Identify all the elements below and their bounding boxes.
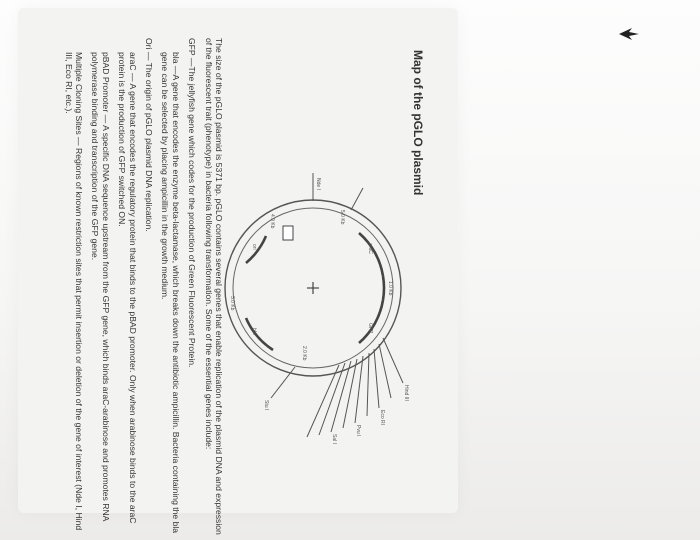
arrow-pointer-icon <box>618 26 640 42</box>
size-mark-5: 5.0 Kb <box>339 210 345 225</box>
gene-label-ori: ori <box>251 244 257 250</box>
map-title: Map of the pGLO plasmid <box>411 50 425 196</box>
rotated-document <box>63 38 439 538</box>
site-label-5: Stu I <box>263 400 269 411</box>
site-label-2: Eco RI <box>379 410 385 426</box>
size-mark-4: 4.0 Kb <box>269 214 275 229</box>
gene-label-bla: bla <box>251 328 257 335</box>
size-mark-3: 3.0 Kb <box>229 296 235 311</box>
gene-label-gfp: GFP <box>367 323 373 334</box>
pbad-arc <box>383 276 384 300</box>
size-mark-2: 2.0 Kb <box>301 346 307 361</box>
ori-paragraph: Ori — The origin of pGLO plasmid DNA replication. <box>143 38 154 232</box>
site-tick-a <box>351 188 363 210</box>
mcs-tick-4 <box>367 353 369 416</box>
pbad-paragraph: pBAD Promoter — A specific DNA sequence upstream from the GFP gene, which binds araC-arabinose and promotes RNA polymerase binding and transcription of the GFP gene. <box>90 52 111 521</box>
description-text <box>57 38 224 538</box>
arac-paragraph: araC — A gene that encodes the regulatory protein that binds to the pBAD promoter. Only when arabinose binds to the araC protein is the production of GFP switched ON. <box>117 52 138 524</box>
mcs-tick-3 <box>374 349 379 408</box>
site-label-4: Sal I <box>331 434 337 445</box>
size-mark-1: 1.0 Kb <box>387 281 393 296</box>
site-label-nde: Nde I <box>315 178 321 190</box>
site-tick-right <box>271 367 295 398</box>
gfp-paragraph: GFP —The jellyfish gene which codes for the production of Green Fluorescent Protein. <box>187 38 198 368</box>
intro-paragraph: The size of the pGLO plasmid is 5371 bp. pGLO contains several genes that enable replication of the plasmid DNA and expression of the fluorescent trait (phenotype) in bacteria following transformation. Some of the essential genes include: <box>203 38 224 535</box>
mcs-paragraph: Multiple Cloning Sites — Regions of known restriction sites that permit insertion or deletion of the gene of interest (Nde I, Hind III, Eco RI, etc.). <box>63 52 84 531</box>
arac-gene-arc <box>359 233 383 276</box>
mcs-tick-5 <box>355 356 363 423</box>
site-label-1: Hind III <box>403 385 409 401</box>
site-label-3: Pvu I <box>355 425 361 437</box>
gene-label-arac: araC <box>367 243 373 254</box>
ori-box <box>283 226 293 240</box>
gfp-gene-arc <box>359 300 383 343</box>
plasmid-map <box>221 38 421 538</box>
bla-paragraph: bla —A gene that encodes the enzyme beta-lactamase, which breaks down the antibiotic ampicillin. Bacteria containing the bla gene can be selected by placing ampicillin in the growth medium. <box>160 52 181 534</box>
